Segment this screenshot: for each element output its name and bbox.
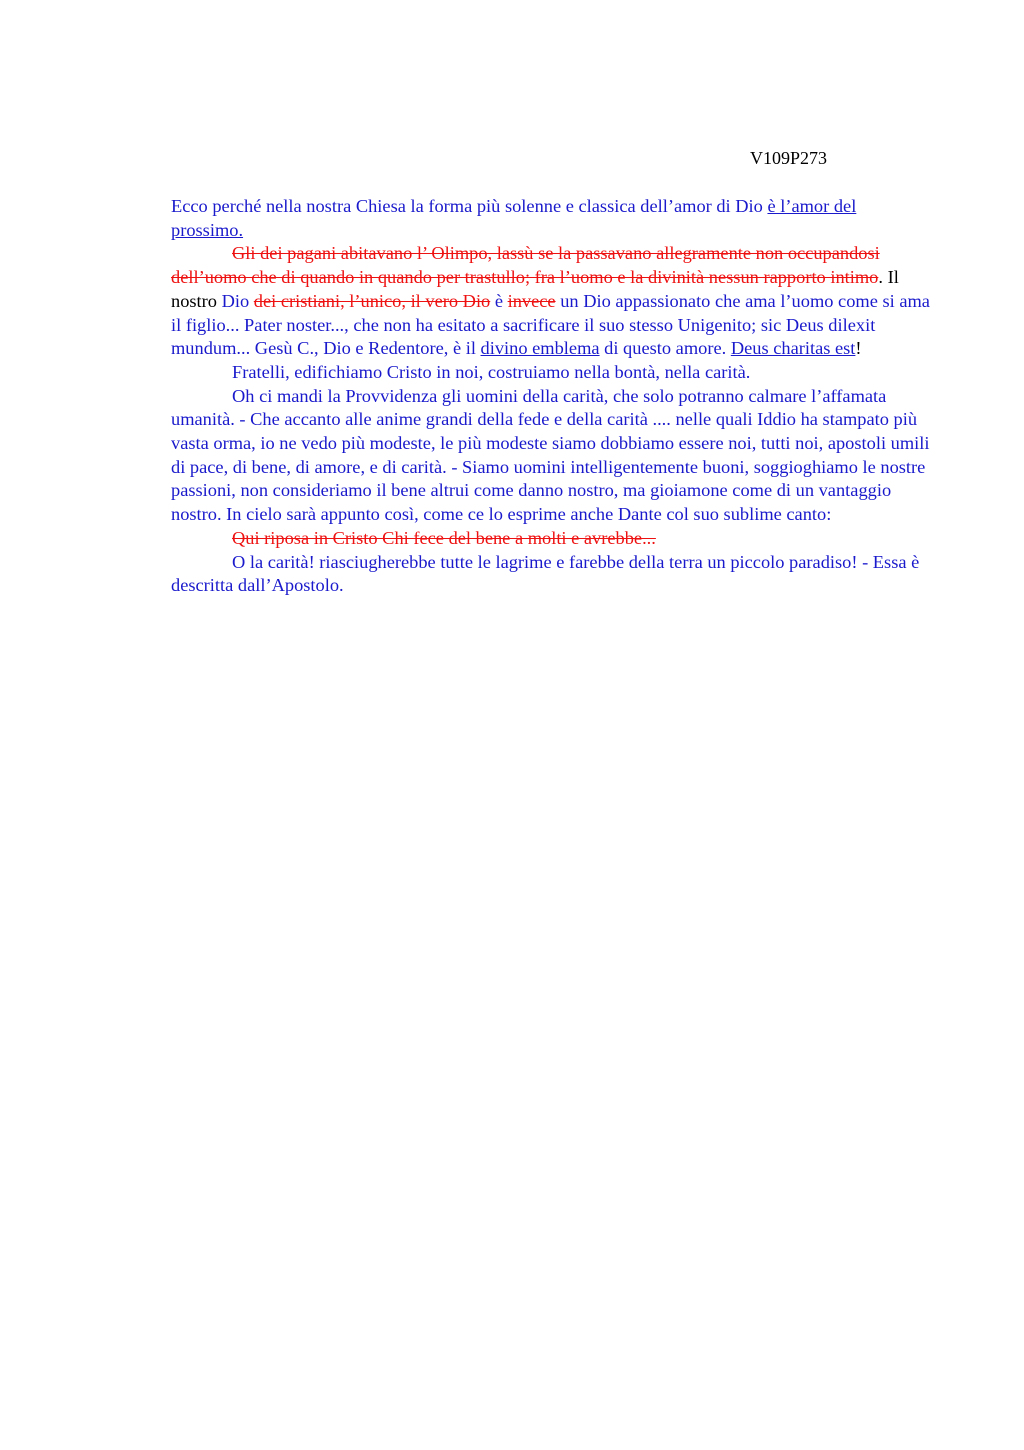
deleted-text: invece: [507, 290, 556, 311]
text-run: è: [490, 290, 508, 311]
deleted-text: Qui riposa in Cristo Chi fece del bene a molti e avrebbe...: [232, 527, 656, 548]
text-run: un Dio appassionato che ama l’uomo come si ama il figlio... Pater noster..., che non ha esitato a sacrificare il suo stesso Unigenito; sic Deus dilexit mundum... Gesù C., Dio e Redentore, è il: [171, 290, 930, 359]
deleted-text: dei cristiani, l’unico, il vero Dio: [253, 290, 491, 311]
underlined-text: Deus charitas est: [730, 338, 856, 359]
text-run: Ecco perché nella nostra Chiesa la forma più solenne e classica dell’amor di Dio: [171, 196, 768, 216]
paragraph-2: [171, 242, 931, 361]
document-body: [171, 195, 931, 598]
text-run: . Il: [878, 267, 899, 288]
underlined-text: divino emblema: [480, 338, 600, 359]
paragraph-4: Oh ci mandi la Provvidenza gli uomini della carità, che solo potranno calmare l’affamata umanità. - Che accanto alle anime grandi della fede e della carità .... nelle quali Iddio ha stampato più vasta orma, io ne vedo più modeste, le più modeste siamo dobbiamo essere noi, tutti noi, apostoli umili di pace, di bene, di amore, e di carità. - Siamo uomini intelligentemente buoni, soggioghiamo le nostre passioni, non consideriamo il bene altrui come danno nostro, ma gioiamone come di un vantaggio nostro. In cielo sarà appunto così, come ce lo esprime anche Dante col suo sublime canto:: [171, 385, 930, 525]
text-run: di questo amore.: [599, 338, 731, 359]
paragraph-6: O la carità! riasciugherebbe tutte le lagrime e farebbe della terra un piccolo paradiso! - Essa è descritta dall’Apostolo.: [171, 551, 920, 596]
text-run: !: [855, 338, 862, 359]
inserted-word: nostro: [171, 290, 217, 311]
page-reference: V109P273: [750, 148, 828, 168]
underlined-text: è l’amor del prossimo.: [171, 196, 857, 240]
text-run: Dio: [216, 290, 254, 311]
paragraph-3: Fratelli, edifichiamo Cristo in noi, costruiamo nella bontà, nella carità.: [232, 361, 751, 382]
deleted-text: Gli dei pagani abitavano l’ Olimpo, lassù se la passavano allegramente non occupandosi dell’uomo che di quando in quando per trastullo; fra l’uomo e la divinità nessun rapporto intimo: [171, 243, 880, 288]
paragraph-1: [171, 195, 931, 242]
paragraph-5: [171, 527, 931, 551]
